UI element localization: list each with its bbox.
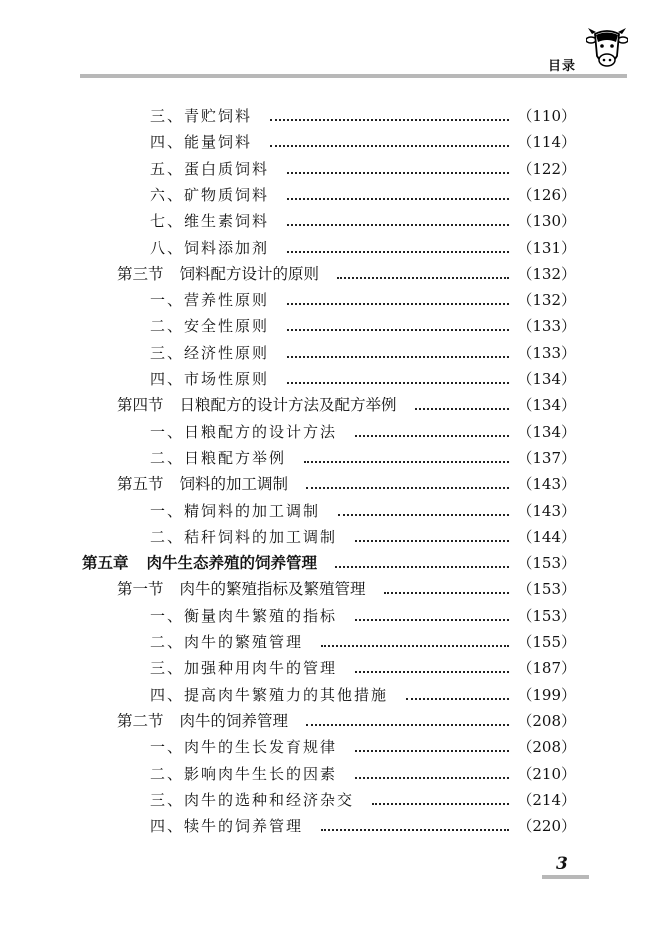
toc-entry [150, 524, 576, 550]
toc-entry-page: （137） [517, 448, 576, 467]
toc-entry-title: 一、肉牛的生长发育规律 [150, 738, 338, 757]
dot-leader [270, 143, 509, 147]
toc-entry [150, 129, 576, 155]
dot-leader [287, 380, 509, 384]
toc-entry-page: （210） [517, 764, 576, 783]
toc-entry-page: （214） [517, 790, 576, 809]
toc-entry-page: （131） [517, 238, 576, 257]
toc-entry-page: （110） [517, 107, 576, 125]
toc-entry-number: 第二节 [117, 711, 164, 730]
toc-entry-title: 肉牛生态养殖的饲养管理 [146, 554, 318, 573]
toc-entry [150, 603, 576, 629]
toc-entry-number: 第一节 [117, 580, 164, 599]
toc-entry-page: （208） [517, 711, 576, 730]
toc-entry-page: （133） [517, 343, 576, 362]
toc-entry-page: （220） [517, 817, 576, 836]
page-number: 3 [556, 854, 568, 874]
toc-entry-number: 第五章 [82, 554, 129, 573]
toc-entry-page: （153） [517, 554, 576, 573]
toc-entry [150, 182, 576, 208]
toc-entry [150, 156, 576, 182]
toc-entry-number: 第四节 [117, 396, 164, 415]
toc-entry [117, 471, 576, 497]
toc-entry-title: 日粮配方的设计方法及配方举例 [179, 396, 397, 415]
toc-entry-title: 一、衡量肉牛繁殖的指标 [150, 606, 338, 625]
dot-leader [287, 170, 509, 174]
toc-entry-title: 二、秸秆饲料的加工调制 [150, 527, 338, 546]
toc-entry [150, 655, 576, 681]
toc-entry [150, 313, 576, 339]
toc-entry-page: （134） [517, 396, 576, 415]
dot-leader [270, 117, 509, 121]
toc-entry-page: （126） [517, 185, 576, 204]
dot-leader [321, 643, 509, 647]
toc-entry-title: 肉牛的饲养管理 [179, 711, 289, 730]
toc-entry-title: 二、日粮配方举例 [150, 448, 287, 467]
toc-entry [150, 734, 576, 760]
toc-entry-page: （132） [517, 291, 576, 310]
toc-entry-title: 三、肉牛的选种和经济杂交 [150, 790, 355, 809]
toc-entry [150, 340, 576, 366]
toc-entry-title: 四、能量饲料 [150, 133, 253, 152]
toc-entry [117, 261, 576, 287]
dot-leader [287, 196, 509, 200]
dot-leader [338, 512, 509, 516]
toc-entry [117, 708, 576, 734]
toc-entry [150, 761, 576, 787]
dot-leader [355, 775, 509, 779]
toc-entry-title: 四、犊牛的饲养管理 [150, 817, 304, 836]
dot-leader [406, 696, 509, 700]
toc-entry [82, 550, 576, 576]
toc-entry [150, 287, 576, 313]
toc-entry-title: 一、日粮配方的设计方法 [150, 422, 338, 441]
toc-entry [150, 787, 576, 813]
toc-entry [150, 498, 576, 524]
toc-entry [150, 366, 576, 392]
dot-leader [287, 354, 509, 358]
toc-entry-page: （143） [517, 501, 576, 520]
toc-entry-page: （130） [517, 212, 576, 231]
toc-entry [150, 445, 576, 471]
toc-entry [150, 208, 576, 234]
toc-entry [150, 629, 576, 655]
dot-leader [355, 538, 509, 542]
toc-entry-title: 六、矿物质饲料 [150, 185, 270, 204]
dot-leader [287, 327, 509, 331]
dot-leader [415, 406, 510, 410]
toc-entry-page: （153） [517, 606, 576, 625]
dot-leader [335, 564, 509, 568]
dot-leader [287, 222, 509, 226]
toc-entry-page: （134） [517, 422, 576, 441]
dot-leader [287, 301, 509, 305]
toc-entry-title: 三、加强种用肉牛的管理 [150, 659, 338, 678]
toc-entry [150, 235, 576, 261]
toc-entry-page: （134） [517, 370, 576, 388]
dot-leader [304, 459, 509, 463]
toc-entry-page: （153） [517, 580, 576, 599]
toc-entry-title: 饲料配方设计的原则 [179, 264, 320, 283]
dot-leader [355, 669, 509, 673]
toc-entry-title: 二、安全性原则 [150, 317, 270, 336]
toc-entry-page: （122） [517, 159, 576, 178]
toc-entry [150, 813, 576, 839]
toc-entry-title: 肉牛的繁殖指标及繁殖管理 [179, 580, 366, 599]
toc-entry-title: 三、经济性原则 [150, 343, 270, 362]
toc-entry [150, 103, 576, 129]
toc-entry-title: 二、肉牛的繁殖管理 [150, 633, 304, 651]
toc-entry-page: （208） [517, 738, 576, 757]
dot-leader [355, 748, 509, 752]
toc-entry-page: （144） [517, 527, 576, 546]
toc-entry-title: 五、蛋白质饲料 [150, 159, 270, 178]
dot-leader [306, 722, 509, 726]
toc-entry-title: 三、青贮饲料 [150, 107, 253, 125]
dot-leader [355, 617, 509, 621]
header-divider [80, 74, 627, 78]
dot-leader [287, 249, 509, 253]
toc-entry-page: （133） [517, 317, 576, 336]
header-title: 目录 [548, 59, 577, 74]
toc-entry-title: 一、营养性原则 [150, 291, 270, 310]
dot-leader [355, 433, 509, 437]
toc-entry-number: 第三节 [117, 264, 164, 283]
toc-entry-title: 二、影响肉牛生长的因素 [150, 764, 338, 783]
toc-entry-page: （114） [517, 133, 576, 152]
dot-leader [372, 801, 509, 805]
toc-entry [150, 419, 576, 445]
dot-leader [306, 485, 509, 489]
toc-entry-page: （155） [517, 633, 576, 651]
toc-entry [150, 682, 576, 708]
toc-entry [117, 392, 576, 418]
dot-leader [321, 827, 509, 831]
toc-entry-title: 一、精饲料的加工调制 [150, 501, 321, 520]
toc-entry-title: 七、维生素饲料 [150, 212, 270, 231]
toc-entry-title: 饲料的加工调制 [179, 475, 289, 494]
footer-divider [542, 875, 589, 879]
toc-entry-title: 八、饲料添加剂 [150, 238, 270, 257]
toc-entry-page: （132） [517, 264, 576, 283]
toc-entry-title: 四、市场性原则 [150, 370, 270, 388]
toc-entry-page: （199） [517, 685, 576, 704]
toc-entry-page: （187） [517, 659, 576, 678]
toc-entry-title: 四、提高肉牛繁殖力的其他措施 [150, 685, 389, 704]
dot-leader [384, 590, 510, 594]
toc-entry-number: 第五节 [117, 475, 164, 494]
toc-entry-page: （143） [517, 475, 576, 494]
dot-leader [337, 275, 509, 279]
toc-entry [117, 576, 576, 602]
cow-head-icon [586, 26, 628, 74]
